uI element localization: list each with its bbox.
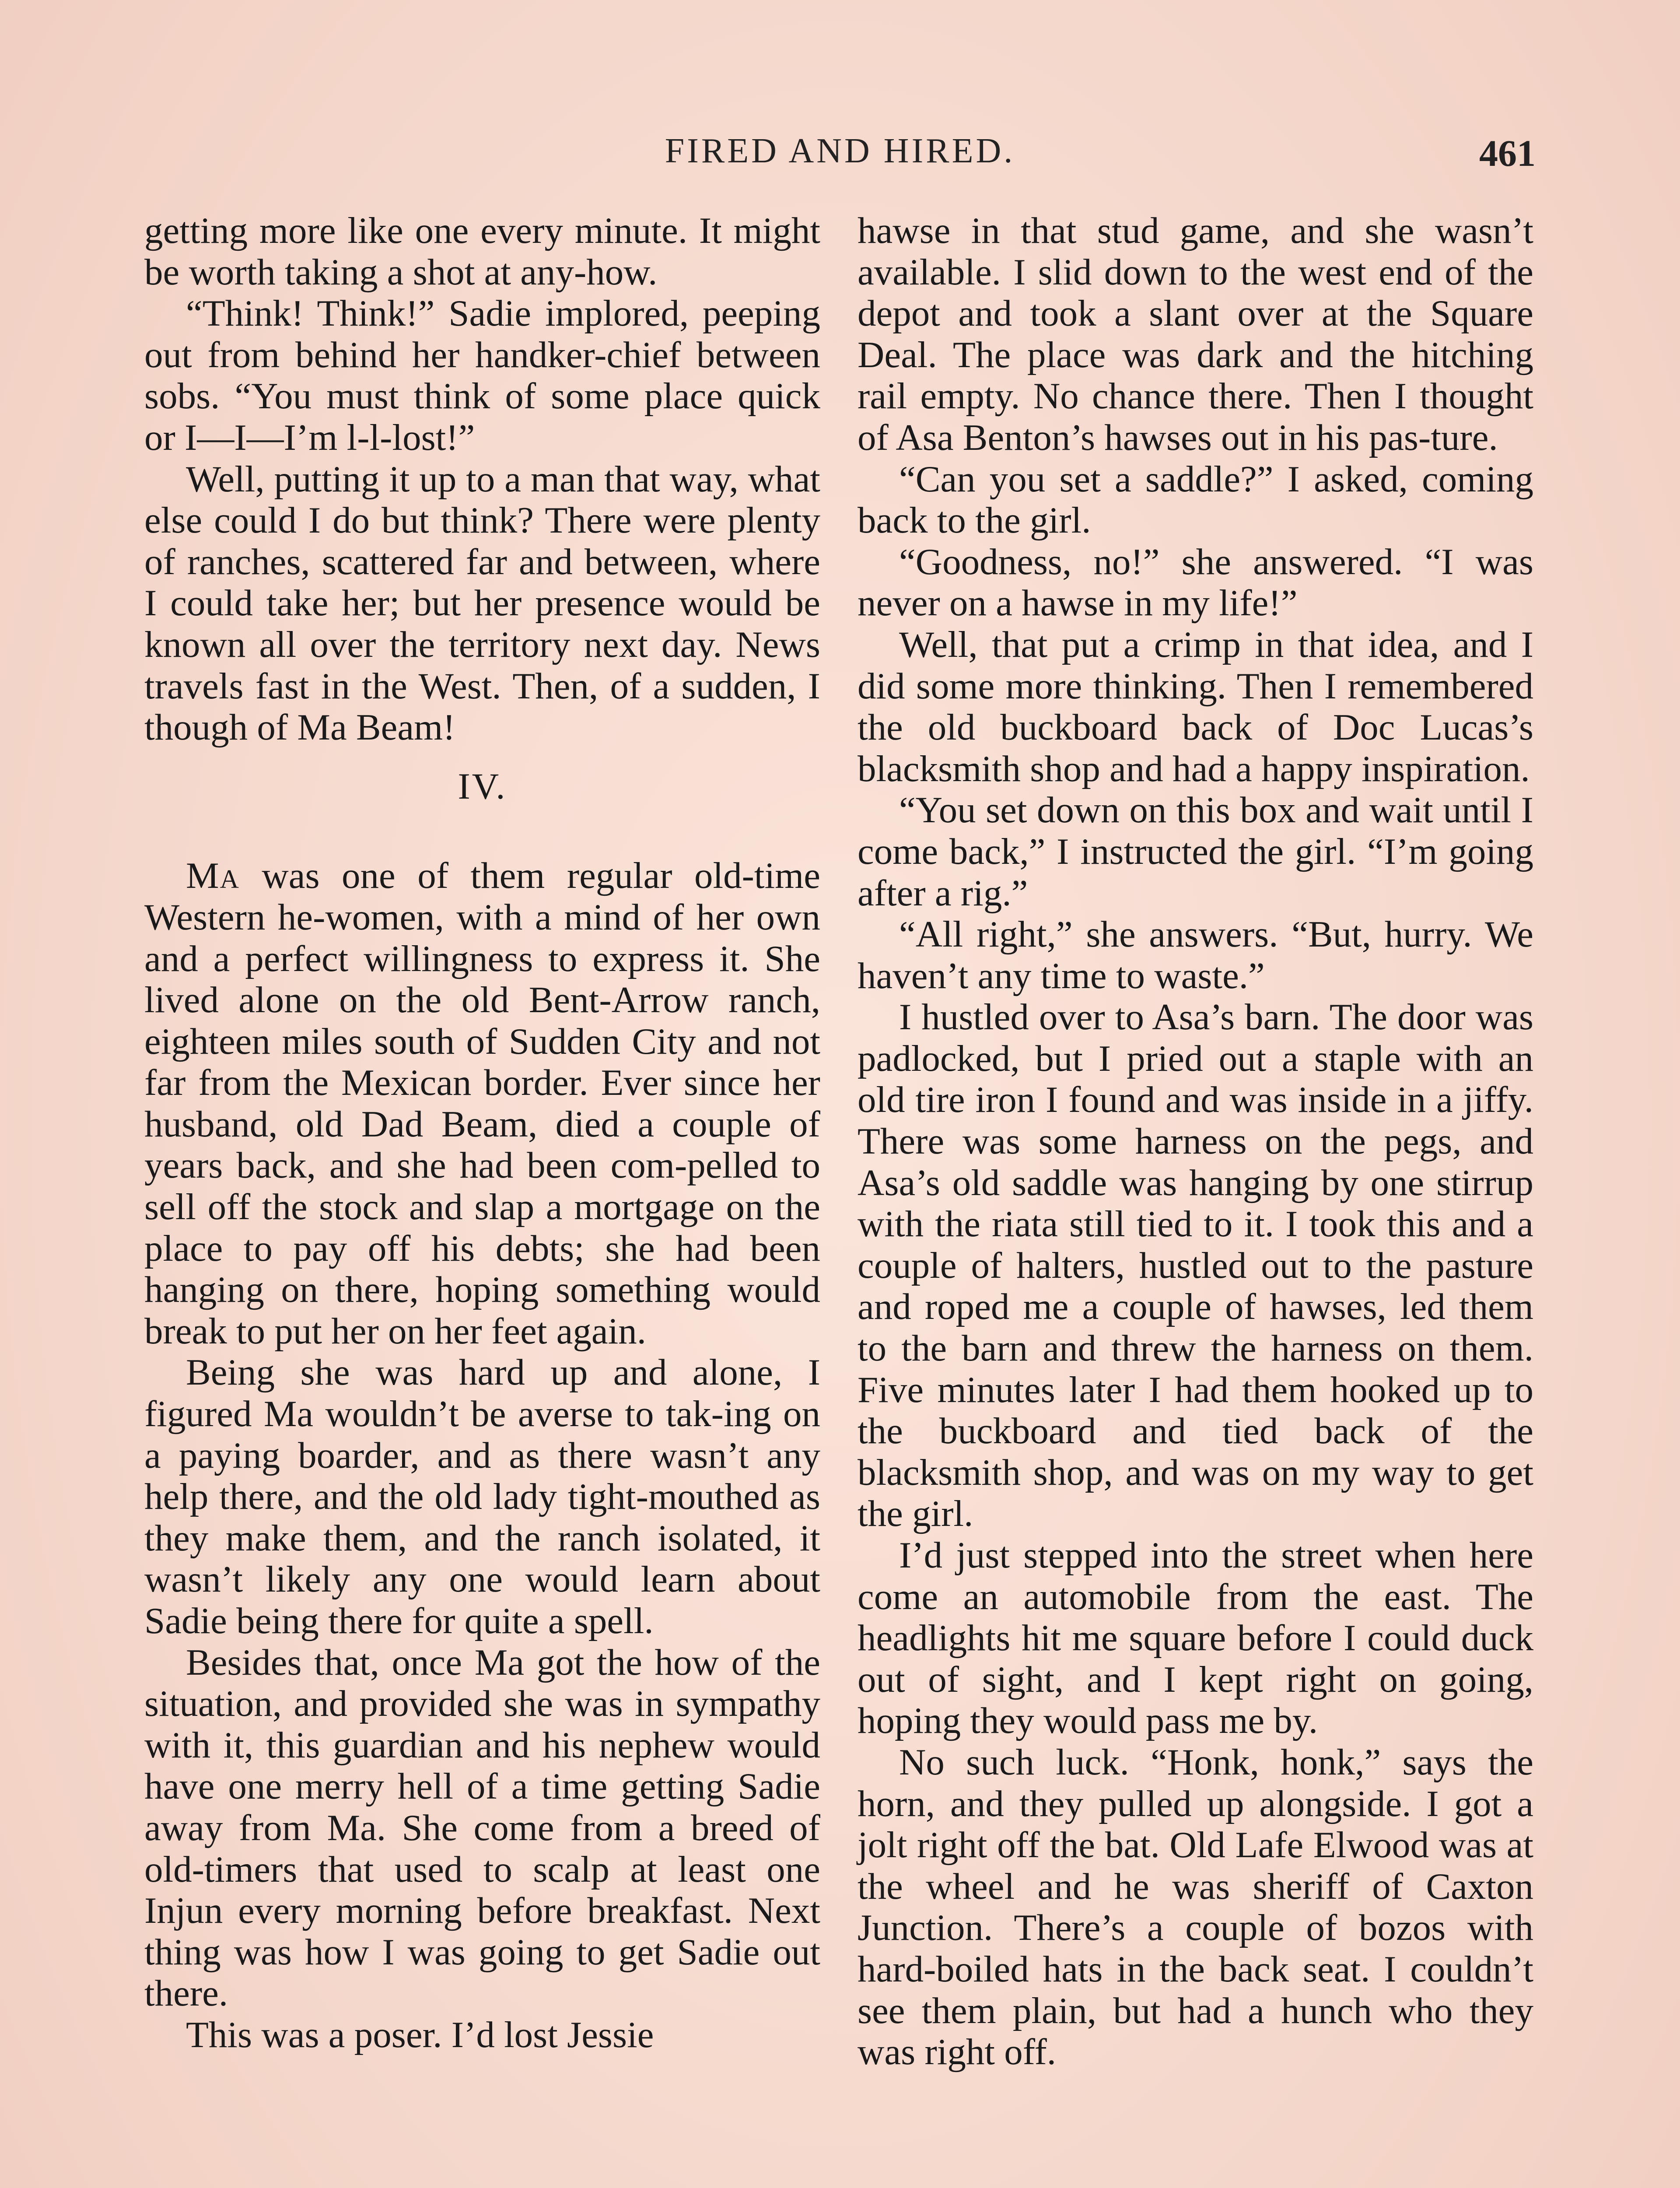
paragraph: I hustled over to Asa’s barn. The door was padlocked, but I pried out a staple with an old tire iron I found and was inside in a jiffy. There was some harness on the pegs, and Asa’s old saddle was hanging by one stirrup with the riata still tied to it. I took this and a couple of halters, hustled out to the pasture and roped me a couple of hawses, led them to the barn and threw the harness on them. Five minutes later I had them hooked up to the buckboard and tied back of the blacksmith shop, and was on my way to get the girl. [858,996,1533,1535]
page-number: 461 [1479,132,1536,174]
paragraph: “You set down on this box and wait until I come back,” I instructed the girl. “I’m going after a rig.” [858,789,1533,914]
running-title: FIRED AND HIRED. [665,132,1015,170]
paragraph: “Goodness, no!” she answered. “I was never on a hawse in my life!” [858,541,1533,624]
section-heading: IV. [458,765,507,807]
paragraph: “All right,” she answers. “But, hurry. We haven’t any time to waste.” [858,914,1533,996]
paragraph: getting more like one every minute. It might be worth taking a shot at any-how. [144,210,820,293]
paragraph: “Can you set a saddle?” I asked, coming back to the girl. [858,458,1533,541]
paragraph: Well, that put a crimp in that idea, and I did some more thinking. Then I remembered the old buckboard back of Doc Lucas’s blacksmith shop and had a happy inspiration. [858,624,1533,789]
paragraph: Being she was hard up and alone, I figured Ma wouldn’t be averse to tak-ing on a paying boarder, and as there wasn’t any help there, and the old lady tight-mouthed as they make them, and the ranch isolated, it wasn’t likely any one would learn about Sadie being there for quite a spell. [144,1352,820,1641]
left-column [144,210,820,2056]
paragraph: Besides that, once Ma got the how of the situation, and provided she was in sympathy with it, this guardian and his nephew would have one merry hell of a time getting Sadie away from Ma. She come from a breed of old-timers that used to scalp at least one Injun every morning before breakfast. Next thing was how I was going to get Sadie out there. [144,1641,820,2014]
paragraph [144,855,820,1352]
right-column [858,210,1533,2073]
paragraph: hawse in that stud game, and she wasn’t available. I slid down to the west end of the depot and took a slant over at the Square Deal. The place was dark and the hitching rail empty. No chance there. Then I thought of Asa Benton’s hawses out in his pas-ture. [858,210,1533,458]
paragraph-lead-word: Ma [186,855,240,897]
paragraph: This was a poser. I’d lost Jessie [186,2014,654,2055]
paragraph: No such luck. “Honk, honk,” says the horn, and they pulled up alongside. I got a jolt right off the bat. Old Lafe Elwood was at the wheel and he was sheriff of Caxton Junction. There’s a couple of bozos with hard-boiled hats in the back seat. I couldn’t see them plain, but had a hunch who they was right off. [858,1741,1533,2073]
paragraph: I’d just stepped into the street when here come an automobile from the east. The headlights hit me square before I could duck out of sight, and I kept right on going, hoping they would pass me by. [858,1535,1533,1742]
paragraph-text: was one of them regular old-time Western he-women, with a mind of her own and a perfect willingness to express it. She lived alone on the old Bent-Arrow ranch, eighteen miles south of Sudden City and not far from the Mexican border. Ever since her husband, old Dad Beam, died a couple of years back, and she had been com-pelled to sell off the stock and slap a mortgage on the place to pay off his debts; she had been hanging on there, hoping something would break to put her on her feet again. [144,855,820,1352]
paragraph: Well, putting it up to a man that way, what else could I do but think? There were plenty of ranches, scattered far and between, where I could take her; but her presence would be known all over the territory next day. News travels fast in the West. Then, of a sudden, I though of Ma Beam! [144,458,820,748]
paragraph: “Think! Think!” Sadie implored, peeping out from behind her handker-chief between sobs. “You must think of some place quick or I—I—I’m l-l-lost!” [144,293,820,458]
page-header [144,131,1536,179]
